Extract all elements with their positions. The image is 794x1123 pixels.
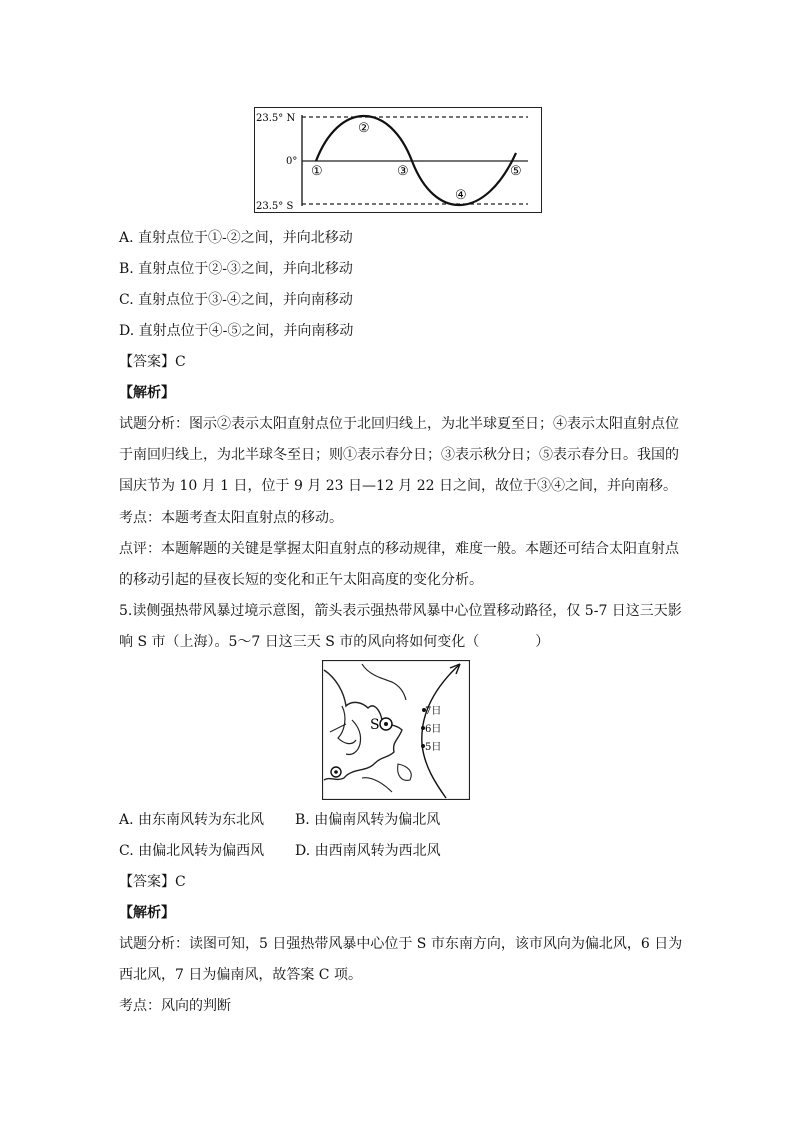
q4-option-a: A. 直射点位于①-②之间，并向北移动 xyxy=(119,230,353,246)
q5-stem-line: 响 S 市（上海）。5～7 日这三天 S 市的风向将如何变化（ ） xyxy=(119,634,550,650)
q4-analysis-heading: 【解析】 xyxy=(119,385,175,401)
point-2: ② xyxy=(358,121,370,136)
day6-label: 6日 xyxy=(425,724,442,735)
solar-declination-figure xyxy=(254,107,542,213)
q5-answer: 【答案】C xyxy=(119,874,186,890)
q5-analysis-line: 西北风，7 日为偏南风，故答案 C 项。 xyxy=(119,967,362,983)
q5-kaodian: 考点：风向的判断 xyxy=(119,998,231,1014)
day5-label: 5日 xyxy=(425,742,442,753)
q4-option-d: D. 直射点位于④-⑤之间，并向南移动 xyxy=(119,323,354,339)
q4-kaodian: 考点：本题考查太阳直射点的移动。 xyxy=(119,510,343,526)
point-1: ① xyxy=(311,164,323,179)
q4-comment-line: 的移动引起的昼夜长短的变化和正午太阳高度的变化分析。 xyxy=(119,572,483,588)
q5-stem-line: 5.读侧强热带风暴过境示意图，箭头表示强热带风暴中心位置移动路径，仅 5-7 日这三天影 xyxy=(119,603,682,619)
label-north: 23.5° N xyxy=(256,113,296,124)
q5-option-a: A. 由东南风转为东北风 xyxy=(119,812,265,828)
day7-label: 7日 xyxy=(425,706,442,717)
q4-option-c: C. 直射点位于③-④之间，并向南移动 xyxy=(119,292,353,308)
city-s-dot xyxy=(384,722,388,726)
q4-comment-line: 点评：本题解题的关键是掌握太阳直射点的移动规律，难度一般。本题还可结合太阳直射点 xyxy=(119,541,679,557)
label-zero: 0° xyxy=(286,156,298,167)
q4-analysis-line: 试题分析：图示②表示太阳直射点位于北回归线上，为北半球夏至日；④表示太阳直射点位 xyxy=(119,416,679,432)
typhoon-track-map xyxy=(322,660,470,800)
city-dot-2 xyxy=(334,770,338,774)
q4-option-b: B. 直射点位于②-③之间，并向北移动 xyxy=(119,261,353,277)
point-5: ⑤ xyxy=(510,164,522,179)
city-s-label: S xyxy=(370,717,380,733)
q4-analysis-line: 于南回归线上，为北半球冬至日；则①表示春分日；③表示秋分日；⑤表示春分日。我国的 xyxy=(119,447,679,463)
q5-analysis-line: 试题分析：读图可知，5 日强热带风暴中心位于 S 市东南方向，该市风向为偏北风，6 日为 xyxy=(119,936,683,952)
label-south: 23.5° S xyxy=(256,201,294,212)
q5-option-c: C. 由偏北风转为偏西风 xyxy=(119,843,265,859)
q4-analysis-line: 国庆节为 10 月 1 日，位于 9 月 23 日—12 月 22 日之间，故位于③④之间，并向南移。 xyxy=(119,478,678,494)
q5-analysis-heading: 【解析】 xyxy=(119,905,175,921)
q5-option-d: D. 由西南风转为西北风 xyxy=(295,843,441,859)
q5-option-b: B. 由偏南风转为偏北风 xyxy=(295,812,441,828)
q4-answer: 【答案】C xyxy=(119,354,186,370)
point-3: ③ xyxy=(397,164,409,179)
point-4: ④ xyxy=(455,188,467,203)
